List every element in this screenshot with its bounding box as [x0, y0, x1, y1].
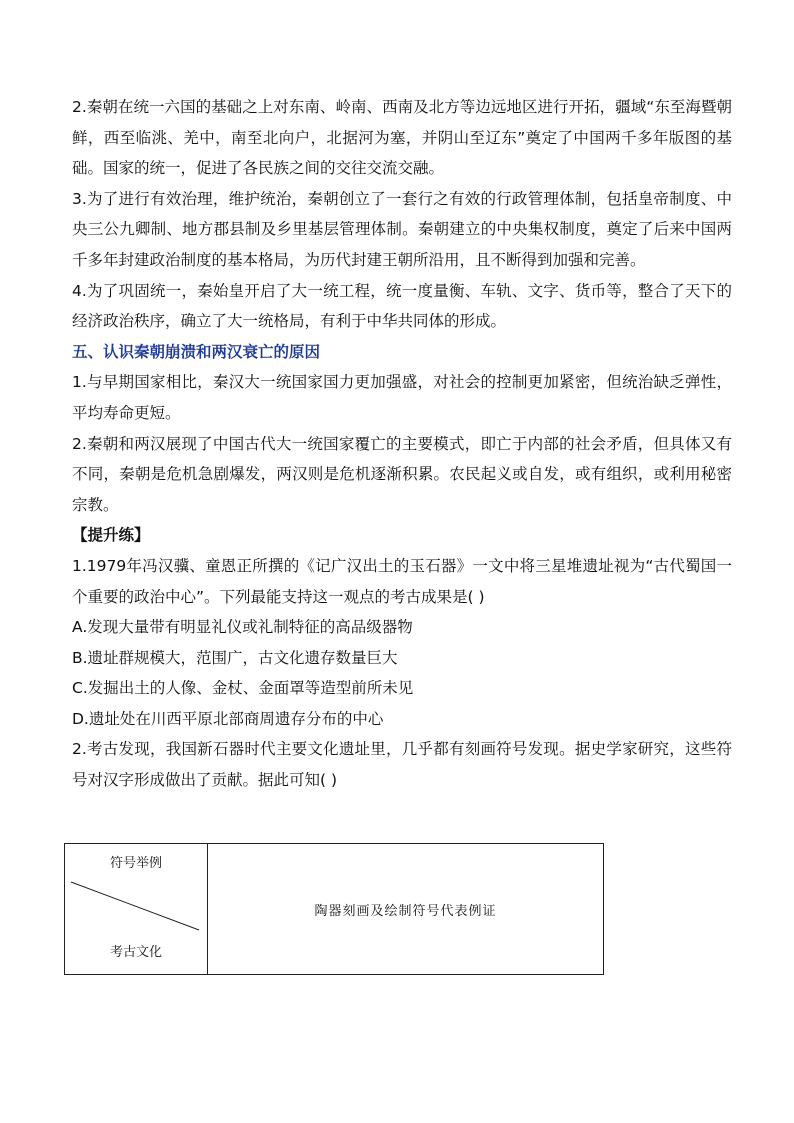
table-row [65, 844, 604, 975]
table-corner-cell [65, 844, 208, 975]
question-1-option-b: B.遗址群规模大，范围广，古文化遗存数量巨大 [72, 648, 398, 667]
question-1-option-a: A.发现大量带有明显礼仪或礼制特征的高品级器物 [72, 618, 413, 637]
question-2-stem: 2.考古发现，我国新石器时代主要文化遗址里，几乎都有刻画符号发现。据史学家研究，这些符号对汉字形成做出了贡献。据此可知( ) [72, 740, 732, 790]
paragraph-4: 4.为了巩固统一，秦始皇开启了大一统工程，统一度量衡、车轨、文字、货币等，整合了天下的经济政治秩序，确立了大一统格局，有利于中华共同体的形成。 [72, 281, 732, 331]
section-5-paragraph-2: 2.秦朝和两汉展现了中国古代大一统国家覆亡的主要模式，即亡于内部的社会矛盾，但具体又有不同，秦朝是危机急剧爆发，两汉则是危机逐渐积累。农民起义或自发，或有组织，或利用秘密宗教。 [72, 434, 732, 514]
symbol-table [64, 843, 604, 975]
section-5-paragraph-1: 1.与早期国家相比，秦汉大一统国家国力更加强盛，对社会的控制更加紧密，但统治缺乏弹性，平均寿命更短。 [72, 373, 732, 422]
table-content-cell: 陶器刻画及绘制符号代表例证 [208, 844, 604, 975]
paragraph-3: 3.为了进行有效治理，维护统治，秦朝创立了一套行之有效的行政管理体制，包括皇帝制度、中央三公九卿制、地方郡县制及乡里基层管理体制。秦朝建立的中央集权制度，奠定了后来中国两千多年封建政治制度的基本格局，为历代封建王朝所沿用，且不断得到加强和完善。 [72, 189, 732, 269]
question-1-option-c: C.发掘出土的人像、金杖、金面罩等造型前所未见 [72, 679, 414, 698]
question-1-stem: 1.1979年冯汉骥、童恩正所撰的《记广汉出土的玉石器》一文中将三星堆遗址视为“古代蜀国一个重要的政治中心”。下列最能支持这一观点的考古成果是( ) [72, 556, 732, 606]
paragraph-2: 2.秦朝在统一六国的基础之上对东南、岭南、西南及北方等边远地区进行开拓，疆域“东至海暨朝鲜，西至临洮、羌中，南至北向户，北据河为塞，并阴山至辽东”奠定了中国两千多年版图的基础。国家的统一，促进了各民族之间的交往交流交融。 [72, 98, 732, 178]
practice-label: 【提升练】 [72, 526, 150, 545]
question-1-option-d: D.遗址处在川西平原北部商周遗存分布的中心 [72, 709, 384, 728]
row-header-archaeological-culture: 考古文化 [109, 945, 162, 960]
column-header-symbol-examples: 符号举例 [109, 856, 162, 871]
section-5-heading: 五、认识秦朝崩溃和两汉衰亡的原因 [72, 342, 321, 361]
document-body [72, 92, 732, 796]
